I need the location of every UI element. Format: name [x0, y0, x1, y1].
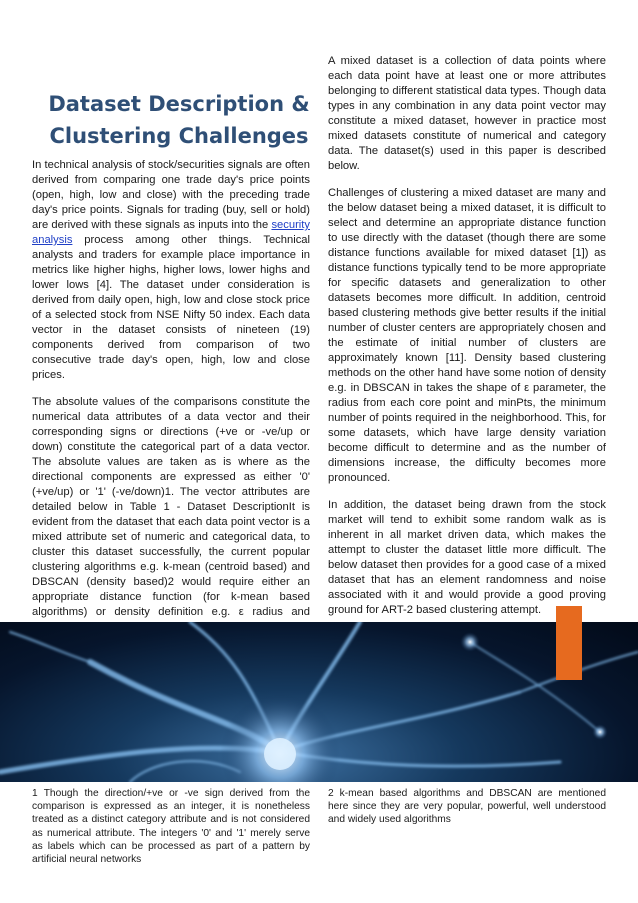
security-analysis-link[interactable]: security analysis — [32, 219, 310, 246]
neuron-illustration — [0, 622, 638, 782]
left-paragraph-1-text: In technical analysis of stock/securities signals are often derived from comparing one trade day's price points (open, high, low and close) with the preceding trade day's price points. Signals for trading (buy, sell or hold) are derived with these signals as inputs into the — [32, 159, 310, 231]
left-paragraph-1-continued: process among other things. Technical analysts and traders for example place importance in metrics like higher highs, higher lows, lower highs and lower lows [4]. The dataset under consideration is derived from daily open, high, low and close stock price of a selected stock from NSE Nifty 50 index. Each data vector in the dataset consists of nineteen (19) components derived from comparison of two consecutive trade day's open, high, low and close prices. — [32, 234, 310, 381]
right-column — [328, 54, 606, 630]
left-paragraph-2: The absolute values of the comparisons constitute the numerical data attributes of a data vector and their corresponding signs or directions (+ve or -ve/up or down) constitute the categorical part of a data vector. The absolute values are taken as is where as the directional components are expressed as either '0' (+ve/up) or '1' (-ve/down)1. The vector attributes are detailed below in Table 1 - Dataset DescriptionIt is evident from the dataset that each data point vector is a mixed attribute set of numeric and categorical data, to cluster this dataset successfully, the current popular clustering algorithms e.g. k-mean (centroid based) and DBSCAN (density based)2 would require either an appropriate distance function (for k-mean based algorithms) or density definition e.g. ε radius and — [32, 396, 310, 618]
right-paragraph-1: A mixed dataset is a collection of data points where each data point have at least one or more attributes belonging to different statistical data types. Though data types in any combination in any data point vector may constitute a mixed dataset, however in practice most mixed datasets constitute of numerical and category data. The dataset(s) used in this paper is described below. — [328, 55, 606, 172]
footnote-1: 1 Though the direction/+ve or -ve sign derived from the comparison is expressed as an integer, it is nonetheless treated as a distinct category attribute and is not considered as numerical attribute. The integers '0' and '1' merely serve as labels which can be processed as part of a pattern by artificial neural networks — [32, 788, 310, 866]
orange-accent-bar — [556, 606, 582, 680]
right-paragraph-2: Challenges of clustering a mixed dataset are many and the below dataset being a mixed dataset, it is difficult to select and determine an appropriate distance function to use directly with the dataset (though there are some distance functions available for mixed dataset [1]) as distance functions typically tend to be more appropriate for specific datasets and generalization to other datasets becomes more difficult. In addition, centroid based clustering methods give better results if the initial number of cluster centers are appropriately chosen and the estimate of initial number of clusters are approximately known [11]. Density based clustering methods on the other hand have some notion of density e.g. in DBSCAN in takes the shape of ε parameter, the radius from each core point and minPts, the minimum number of points required in the neighborhood. This, for some datasets, which have large density variation become difficult to determine and as the number of dimensions increase, the difficulty becomes more pronounced. — [328, 187, 606, 484]
page-title: Dataset Description & Clustering Challenges — [48, 92, 310, 149]
right-paragraph-3: In addition, the dataset being drawn from the stock market will tend to exhibit some random walk as is inherent in all market driven data, which makes the attempt to cluster the dataset little more difficult. The below dataset then provides for a good case of a mixed dataset that has an element randomness and noise associated with it and would provide a good proving ground for ART-2 based clustering attempt. — [328, 499, 606, 616]
neuron-banner-image — [0, 622, 638, 782]
footnote-2: 2 k-mean based algorithms and DBSCAN are mentioned here since they are very popular, powerful, well understood and widely used algorithms — [328, 788, 606, 826]
left-paragraph-1 — [32, 158, 310, 383]
left-column — [32, 158, 310, 647]
